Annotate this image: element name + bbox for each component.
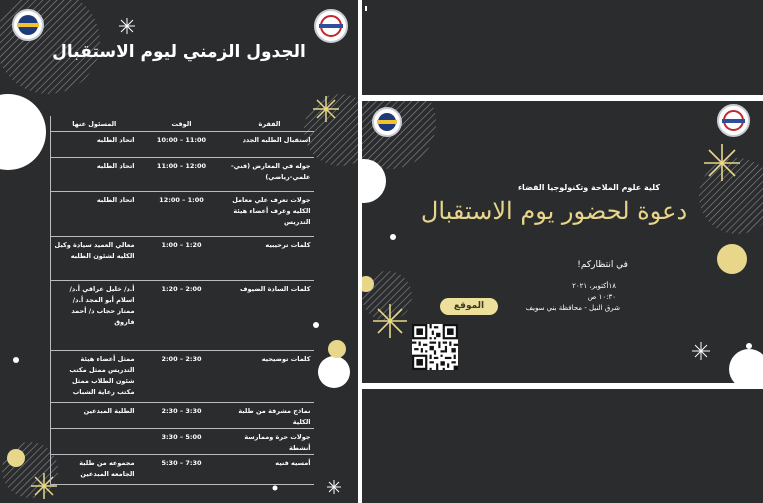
event-time: ١٠:٣٠ ص (587, 293, 616, 301)
striped-circle-top (362, 101, 436, 169)
header-owner: المسئول عنها (51, 116, 138, 132)
table-row (51, 403, 314, 429)
row-time: 5:30 – 7:30 (138, 455, 226, 485)
gold-dot-right (717, 244, 747, 274)
schedule-panel (0, 0, 358, 503)
qr-code[interactable] (412, 324, 458, 370)
gold-star-icon (704, 144, 740, 181)
row-time: 2:30 – 3:30 (138, 403, 226, 429)
header-time: الوقت (138, 116, 226, 132)
row-item: كلمات ترحيبيه (226, 237, 314, 281)
white-circle-right (729, 349, 763, 383)
row-item: جوله في المعارض (فني-علمي-رياضي) (226, 158, 314, 192)
row-owner: أ.د/ خليل عراقي أ.د/ اسلام أبو المجد أ.د/ ممتاز حجاب د/ أحمد فاروق (51, 281, 138, 351)
schedule-title: الجدول الزمني ليوم الاستقبال (52, 42, 306, 62)
row-owner: الطلبة المبدعين (51, 403, 138, 429)
table-row (51, 237, 314, 281)
schedule-table (50, 116, 314, 485)
qr-code-icon (412, 324, 458, 370)
row-time: 3:30 – 5:00 (138, 429, 226, 455)
blank-slide-top (362, 0, 763, 95)
sparkle-icon (119, 18, 135, 34)
page-marker (365, 6, 367, 11)
table-row (51, 132, 314, 158)
striped-circle-right (699, 158, 763, 234)
event-date: ١٨أكتوبر، ٢٠٢١ (572, 282, 616, 290)
gold-dot-right (328, 340, 346, 358)
row-item: جولات حرة وممارسة أنشطة (226, 429, 314, 455)
row-time: 2:00 – 2:30 (138, 351, 226, 403)
white-circle-right (318, 356, 350, 388)
university-logo (372, 107, 402, 137)
row-item: نماذج مشرفة من طلبة الكلية (226, 403, 314, 429)
row-time: 10:00 – 11:00 (138, 132, 226, 158)
invitation-title: دعوة لحضور يوم الاستقبال (420, 197, 688, 225)
row-item: كلمات السادة الضيوف (226, 281, 314, 351)
row-owner: مجموعه من طلبة الجامعه المبدعين (51, 455, 138, 485)
row-item: أمسيه فنيه (226, 455, 314, 485)
row-time: 1:00 – 1:20 (138, 237, 226, 281)
waiting-text: في انتظاركم! (577, 260, 628, 270)
gold-dot-bottom (7, 449, 25, 467)
gold-star-icon (373, 304, 407, 338)
table-row (51, 192, 314, 237)
table-row (51, 351, 314, 403)
row-time: 11:00 – 12:00 (138, 158, 226, 192)
white-circle-left (0, 94, 46, 170)
table-row (51, 455, 314, 485)
row-time: 12:00 – 1:00 (138, 192, 226, 237)
row-owner: ممثل أعضاء هيئة التدريس ممثل مكتب شئون الطلاب ممثل مكتب رعاية الشباب (51, 351, 138, 403)
row-owner: اتحاد الطلبه (51, 132, 138, 158)
row-owner: اتحاد الطلبه (51, 158, 138, 192)
college-name: كلية علوم الملاحة وتكنولوجيا الفضاء (517, 183, 660, 192)
table-row (51, 158, 314, 192)
row-owner (51, 429, 138, 455)
dot (390, 234, 396, 240)
dot (313, 322, 319, 328)
blank-slide-bottom (362, 389, 763, 503)
dot (13, 357, 19, 363)
row-time: 1:20 – 2:00 (138, 281, 226, 351)
college-logo (314, 9, 348, 43)
university-logo (12, 9, 44, 41)
dot (273, 486, 278, 491)
row-item: كلمات توضيحيه (226, 351, 314, 403)
college-logo (717, 104, 750, 137)
table-header (51, 116, 314, 132)
table-row (51, 281, 314, 351)
event-place: شرق النيل - محافظة بني سويف (525, 304, 620, 312)
sparkle-icon (692, 342, 710, 360)
header-item: الفقرة (226, 116, 314, 132)
sparkle-icon (327, 480, 341, 494)
row-item: جولات تعرف علي معامل الكليه وغرف أعضاء هيئة التدريس (226, 192, 314, 237)
row-owner: معالي العميد سيادة وكيل الكليه لشئون الطلبه (51, 237, 138, 281)
dot (746, 343, 752, 349)
location-badge: الموقع (440, 298, 498, 315)
row-item: استقبال الطلبه الجدد (226, 132, 314, 158)
table-row (51, 429, 314, 455)
row-owner: اتحاد الطلبه (51, 192, 138, 237)
